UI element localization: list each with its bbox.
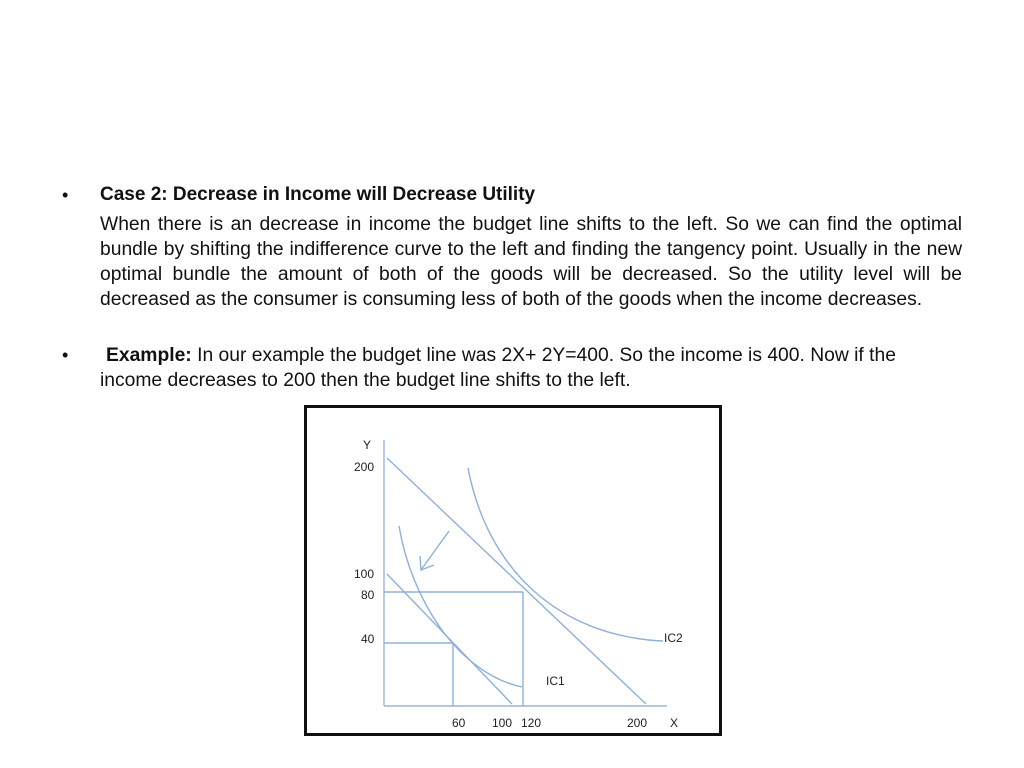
y-tick-40: 40 bbox=[361, 632, 375, 646]
x-axis-label: X bbox=[670, 716, 679, 730]
y-tick-100: 100 bbox=[354, 567, 375, 581]
x-tick-120: 120 bbox=[521, 716, 542, 730]
y-tick-80: 80 bbox=[361, 588, 375, 602]
budget-line-diagram bbox=[307, 408, 719, 733]
bullet-1: • bbox=[62, 185, 69, 205]
budget-line-original bbox=[387, 458, 646, 704]
example-paragraph bbox=[100, 343, 962, 393]
x-tick-100: 100 bbox=[492, 716, 513, 730]
shift-arrow-shaft bbox=[421, 531, 449, 570]
indifference-curve-ic2 bbox=[468, 468, 663, 641]
example-label: Example: bbox=[106, 345, 192, 366]
ic2-label: IC2 bbox=[664, 631, 683, 645]
x-tick-200: 200 bbox=[627, 716, 648, 730]
x-tick-60: 60 bbox=[452, 716, 466, 730]
case-heading: Case 2: Decrease in Income will Decrease Utility bbox=[100, 184, 536, 205]
diagram-frame bbox=[304, 405, 722, 736]
y-axis-label: Y bbox=[363, 438, 372, 452]
bullet-2: • bbox=[62, 345, 69, 365]
y-tick-200: 200 bbox=[354, 460, 375, 474]
case-body-text: When there is an decrease in income the budget line shifts to the left. So we can find the optimal bundle by shifting the indifference curve to the left and finding the tangency point. Usually in the new optimal bundle the amount of both of the goods will be decreased. So the utility level will be decreased as the consumer is consuming less of both of the goods when the income decreases. bbox=[100, 214, 962, 310]
case-body bbox=[100, 212, 962, 312]
ic1-label: IC1 bbox=[546, 674, 565, 688]
example-body: In our example the budget line was 2X+ 2Y=400. So the income is 400. Now if the income decreases to 200 then the budget line shifts to the left. bbox=[100, 345, 896, 391]
